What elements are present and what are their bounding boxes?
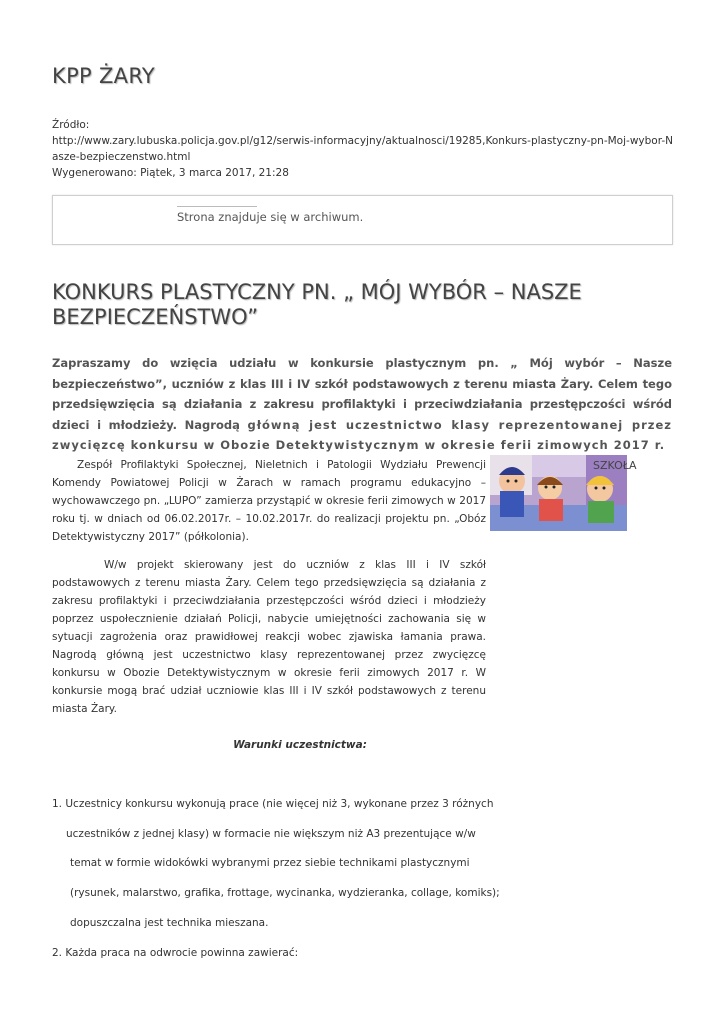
list-item: 1. Uczestnicy konkursu wykonują prace (nie więcej niż 3, wykonane przez 3 różnych: [52, 798, 494, 810]
article-photo[interactable]: [490, 455, 637, 531]
list-item: temat w formie widokówki wybranymi przez siebie technikami plastycznymi: [70, 857, 470, 869]
children-drawing-image: [490, 455, 637, 531]
source-meta: [52, 117, 677, 181]
article-paragraph-2: [52, 556, 486, 718]
paragraph-1-text: Zespół Profilaktyki Społecznej, Nieletnich i Patologii Wydziału Prewencji Komendy Powiatowej Policji w Żarach w ramach programu edukacyjno – wychowawczego pn. „LUPO” zamierza przystąpić w okresie ferii zimowych w 2017 roku tj. w dniach od 06.02.2017r. – 10.02.2017r. do realizacji projektu pn. „Obóz Detektywistyczny 2017” (półkolonia).: [52, 459, 486, 543]
lead-text-continued: główną jest uczestnictwo klasy reprezentowanej przez zwycięzcę konkursu w Obozie Detektywistycznym w okresie ferii zimowych 2017 r.: [52, 417, 672, 452]
generated-date: Wygenerowano: Piątek, 3 marca 2017, 21:28: [52, 167, 289, 179]
list-item: 2. Każda praca na odwrocie powinna zawierać:: [52, 947, 299, 959]
list-item: (rysunek, malarstwo, grafika, frottage, wycinanka, wydzieranka, collage, komiks);: [70, 887, 500, 899]
article-paragraph-1: [52, 456, 486, 546]
source-url[interactable]: http://www.zary.lubuska.policja.gov.pl/g12/serwis-informacyjny/aktualnosci/19285,Konkurs-plastyczny-pn-Moj-wybor-Nasze-bezpieczenstwo.html: [52, 135, 673, 163]
archive-notice-text: Strona znajduje się w archiwum.: [177, 210, 364, 224]
archive-notice: [52, 195, 673, 245]
list-item: dopuszczalna jest technika mieszana.: [70, 917, 269, 929]
list-item: uczestników z jednej klasy) w formacie nie większym niż A3 prezentujące w/w: [66, 828, 476, 840]
conditions-heading: Warunki uczestnictwa:: [233, 739, 367, 751]
article-title: KONKURS PLASTYCZNY PN. „ MÓJ WYBÓR – NASZE BEZPIECZEŃSTWO”: [52, 280, 582, 329]
lead-text: Zapraszamy do wzięcia udziału w konkursie plastycznym pn. „ Mój wybór – Nasze bezpieczeństwo”, uczniów z klas III i IV szkół podstawowych z terenu miasta Żary. Celem tego przedsięwzięcia są działania z zakresu profilaktyki i przeciwdziałania przestępczości wśród dzieci i młodzieży. Nagrodą: [52, 356, 672, 432]
notice-divider: [177, 206, 257, 207]
paragraph-2-text: W/w projekt skierowany jest do uczniów z klas III i IV szkół podstawowych z terenu miasta Żary. Celem tego przedsięwzięcia są działania z zakresu profilaktyki i przeciwdziałania przestępczości wśród dzieci i młodzieży poprzez uspołecznienie działań Policji, nabycie umiejętności zachowania się w sytuacji zagrożenia oraz prawidłowej reakcji wobec zjawiska łamania prawa. Nagrodą główną jest uczestnictwo klasy reprezentowanej przez zwycięzcę konkursu w Obozie Detektywistycznym w okresie ferii zimowych 2017 r. W konkursie mogą brać udział uczniowie klas III i IV szkół podstawowych z terenu miasta Żary.: [52, 559, 486, 715]
site-title: KPP ŻARY: [52, 64, 156, 88]
source-label: Źródło:: [52, 119, 90, 131]
article-lead: [52, 353, 672, 456]
drawing-caption: SZKOŁA: [593, 459, 637, 472]
